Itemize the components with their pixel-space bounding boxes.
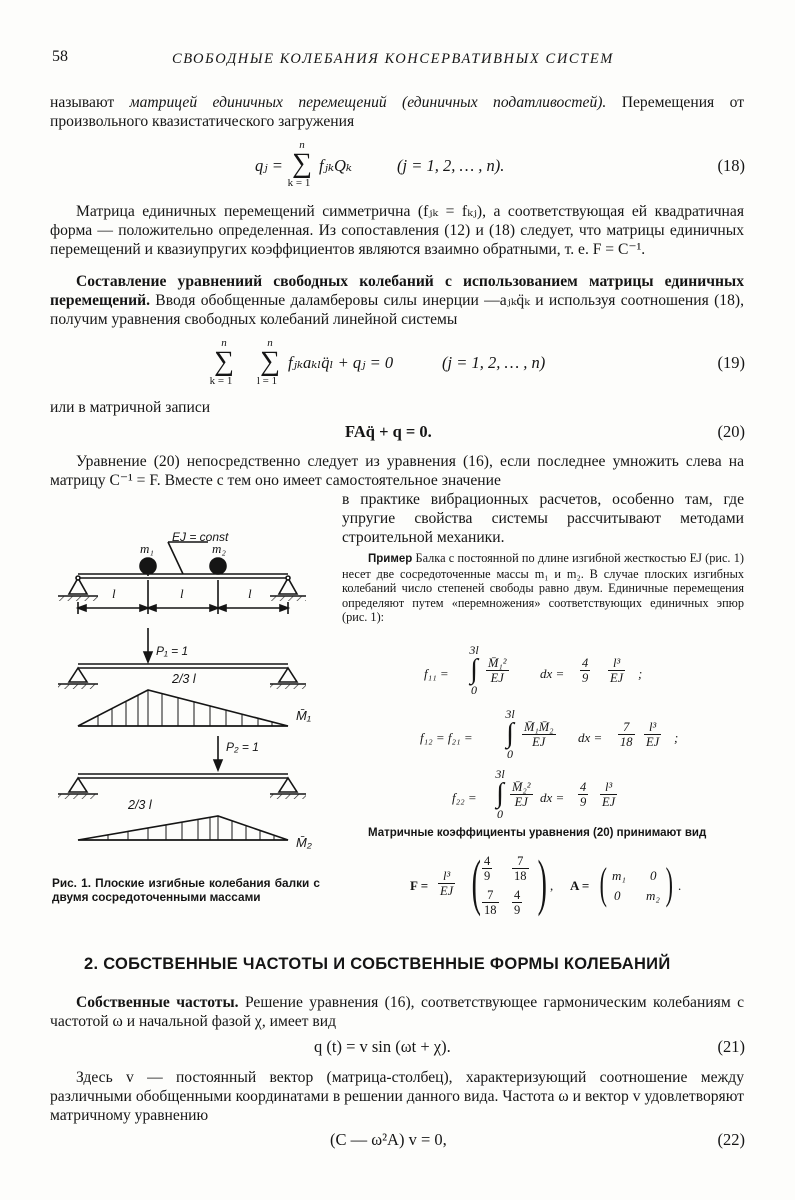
equation-18-number: (18) — [717, 156, 745, 175]
figure-span-3: l — [248, 586, 252, 601]
equation-19-number: (19) — [717, 353, 745, 372]
mass-1 — [140, 558, 156, 574]
example-paragraph: Пример Балка с постоянной по длине изгибной жесткостью EJ (рис. 1) несет две сосредоточенные массы m₁ и m₂. В случае плоских изгибных колебаний число степеней свободы равно двум. Единичные перемещения определяют путем «перемножения» соответствующих единичных эпюр (рис. 1): — [342, 551, 744, 625]
figure-ord2-label: 2/3 l — [128, 798, 152, 812]
mass-2 — [210, 558, 226, 574]
paragraph-2: Матрица единичных перемещений симметрична (fⱼₖ = fₖⱼ), а соответствующая ей квадратичная форма — положительно определенная. Из сопоставления (12) и (18) следует, что матрицы единичных перемещений и квазиупругих коэффициентов являются взаимно обратными, т. е. F = C⁻¹. — [50, 203, 744, 259]
equation-20: FAq̈ + q = 0. — [345, 422, 432, 441]
figure-caption: Рис. 1. Плоские изгибные колебания балки с двумя сосредоточенными массами — [52, 876, 320, 904]
paragraph-7: Здесь v — постоянный вектор (матрица-столбец), характеризующий соотношение между различными обобщенными координатами в решении данного вида. Частота ω и вектор v удовлетворяют матричному уравнению — [50, 1069, 744, 1125]
equation-21-number: (21) — [717, 1037, 745, 1056]
equation-20-number: (20) — [717, 422, 745, 441]
figure-ord1-label: 2/3 l — [172, 672, 196, 686]
paragraph-3: Составление уравнениий свободных колебаний с использованием матрицы единичных перемещений. Вводя обобщенные даламберовы силы инерции —aⱼₖq̈ₖ и используя соотношения (18), получим уравнения свободных колебаний линейной системы — [50, 273, 744, 329]
figure-m2-label: m₂ — [212, 541, 226, 556]
paragraph-1: называют матрицей единичных перемещений (единичных податливостей). Перемещения от произвольного квазистатического загружения — [50, 94, 745, 131]
figure-span-1: l — [112, 586, 116, 601]
moment-diagram-1 — [78, 690, 288, 726]
formula-f22: f₂₂ = 3l ∫ 0 $\frac{\text{M̄₂²}}{EJ}$ dx = $\frac{4}{9}$ $\frac{\text{l³}}{EJ}$ — [452, 767, 616, 821]
formula-f11: f₁₁ = 3l ∫ 0 $\frac{\text{M̄₁²}}{EJ}$ dx = $\frac{4}{9}$ $\frac{\text{l³}}{EJ}$ ; — [424, 643, 643, 697]
figure-diag2-label: M̄₂ — [296, 835, 312, 850]
figure-p2-label: P₂ = 1 — [226, 740, 259, 754]
section-heading: 2. СОБСТВЕННЫЕ ЧАСТОТЫ И СОБСТВЕННЫЕ ФОРМЫ КОЛЕБАНИЙ — [84, 955, 671, 973]
paragraph-5b: в практике вибрационных расчетов, особенно там, где упругие свойства системы рассчитывают методами строительной механики. — [342, 491, 744, 547]
figure-p1-label: P₁ = 1 — [156, 644, 189, 658]
formula-f12: f₁₂ = f₂₁ = 3l ∫ 0 $\frac{\text{M̄₁M̄₂}}{EJ}$ dx = $\frac{7}{18}$ $\frac{\text{l³}}{EJ}$ ; — [420, 707, 679, 761]
equation-19: n ∑ k = 1 n ∑ l = 1 fⱼₖaₖₗq̈ₗ + qⱼ = 0 (j = 1, 2, … , n) — [209, 337, 546, 387]
equation-22: (C — ω²A) v = 0, — [330, 1130, 447, 1149]
running-title: СВОБОДНЫЕ КОЛЕБАНИЯ КОНСЕРВАТИВНЫХ СИСТЕМ — [172, 51, 614, 67]
matrix-intro: Матричные коэффициенты уравнения (20) принимают вид — [368, 827, 707, 839]
figure-diag1-label: M̄₁ — [296, 708, 311, 723]
page-number: 58 — [52, 48, 68, 65]
figure-ej-label: EJ = const — [172, 530, 229, 544]
matrix-equation: F = $\frac{\text{l³}}{EJ}$ ( $\frac{4}{9}$ $\frac{7}{18}$ $\frac{7}{18}$ $\frac{4}{9}$ ) , A = ( m₁ 0 0 m₂ ) . — [410, 849, 682, 917]
figure-m1-label: m₁ — [140, 541, 154, 556]
equation-22-number: (22) — [717, 1130, 745, 1149]
figure-span-2: l — [180, 586, 184, 601]
paragraph-6: Собственные частоты. Решение уравнения (16), соответствующее гармоническим колебаниям с частотой ω и начальной фазой χ, имеет вид — [50, 994, 744, 1031]
moment-diagram-2 — [78, 816, 288, 840]
paragraph-5a: Уравнение (20) непосредственно следует из уравнения (16), если последнее умножить слева на матрицу C⁻¹ = F. Вместе с тем оно имеет самостоятельное значение — [50, 453, 744, 490]
paragraph-4: или в матричной записи — [50, 399, 211, 416]
equation-21: q (t) = v sin (ωt + χ). — [314, 1037, 451, 1056]
